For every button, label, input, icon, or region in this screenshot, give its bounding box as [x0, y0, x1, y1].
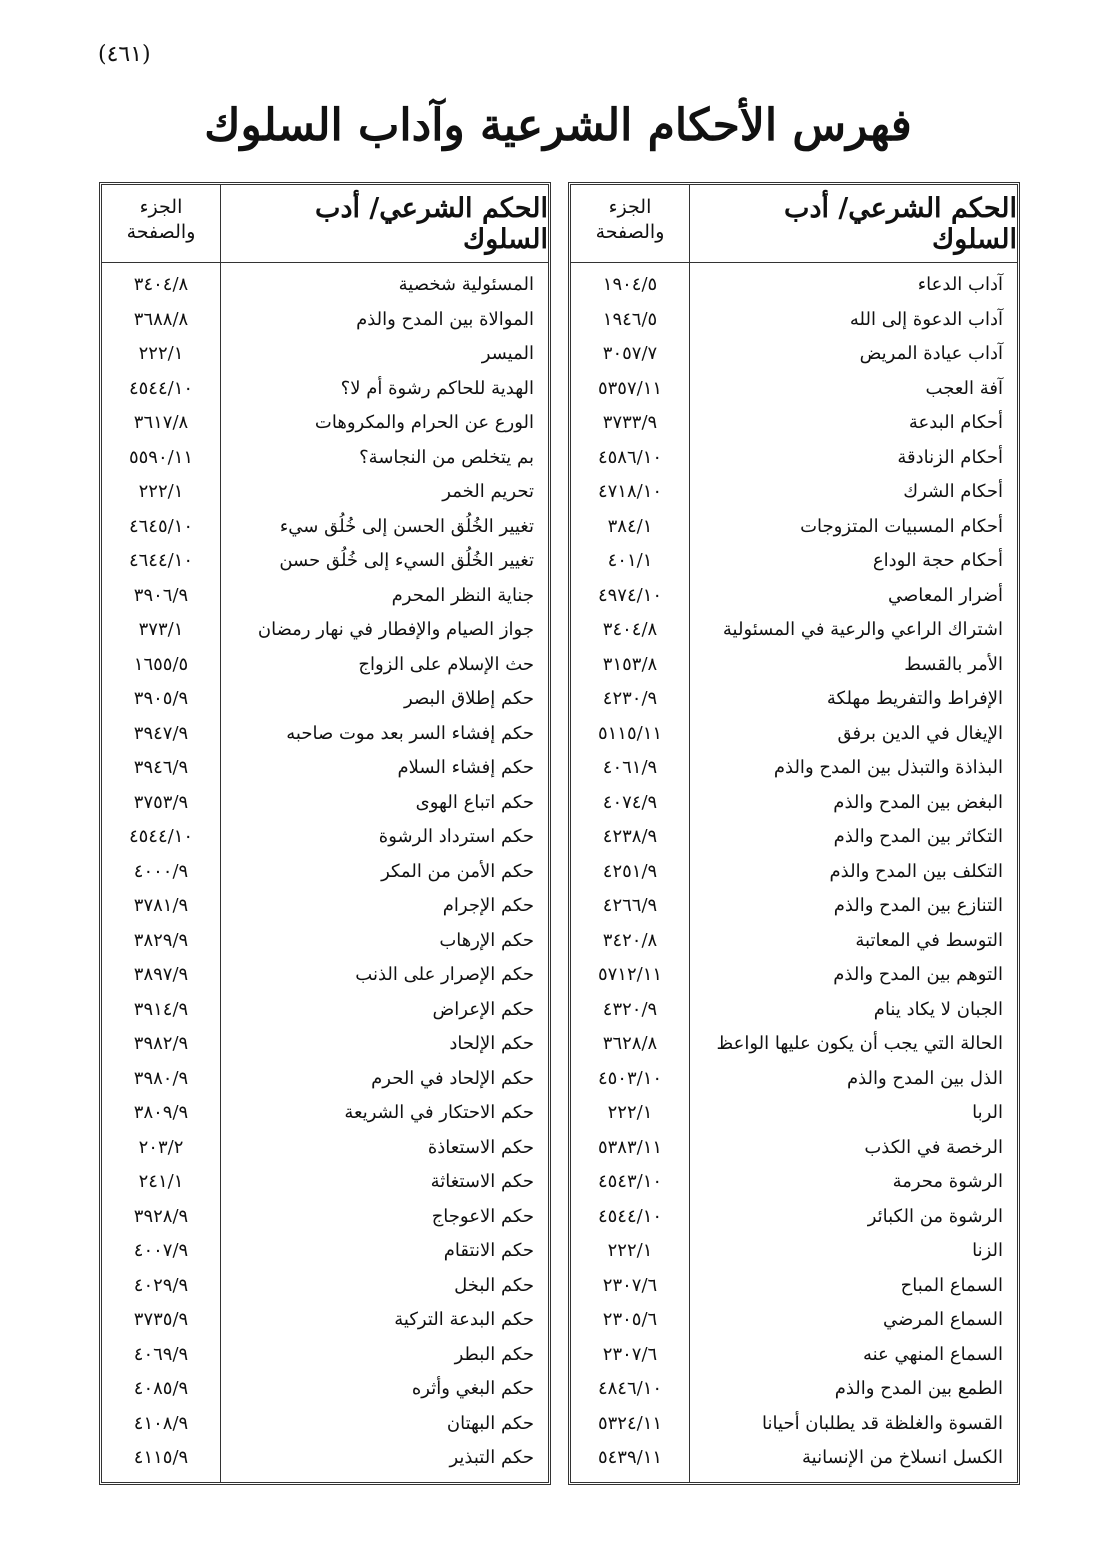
table-row	[571, 1098, 1017, 1133]
entry-volume-page: ٤٦٤٤/١٠	[128, 550, 194, 571]
entry-volume-page: ٣٩٤٦/٩	[133, 757, 189, 778]
entry-topic: اشتراك الراعي والرعية في المسئولية	[722, 619, 1003, 640]
entry-volume-page: ٤٥٨٦/١٠	[597, 446, 663, 468]
entry-volume-page: ٣٧٣٥/٩	[133, 1309, 189, 1330]
table-row	[571, 1167, 1017, 1202]
table-row	[102, 1305, 548, 1340]
table-row	[102, 374, 548, 409]
entry-topic: حث الإسلام على الزواج	[358, 653, 534, 675]
entry-volume-page: ٤٠٠٠/٩	[133, 860, 189, 882]
entry-topic: الإفراط والتفريط مهلكة	[826, 688, 1003, 709]
entry-volume-page: ٢٣٠٧/٦	[602, 1274, 658, 1296]
entry-volume-page: ٤١١٥/٩	[133, 1447, 189, 1468]
table-row	[571, 1202, 1017, 1237]
table-row	[571, 581, 1017, 616]
entry-volume-page: ٢٢٢/١	[138, 481, 184, 502]
entry-volume-page: ٣٧٥٣/٩	[133, 791, 189, 813]
entry-topic: الهدية للحاكم رشوة أم لا؟	[340, 377, 534, 399]
entry-topic: الحالة التي يجب أن يكون عليها الواعظ	[716, 1033, 1003, 1054]
entry-topic: حكم الإجرام	[442, 895, 534, 916]
ref-header-line2: والصفحة	[126, 221, 196, 243]
entry-topic: الذل بين المدح والذم	[846, 1067, 1003, 1089]
entry-topic: الإيغال في الدين برفق	[837, 722, 1003, 744]
table-row	[102, 1340, 548, 1375]
entry-topic: أحكام حجة الوداع	[872, 550, 1003, 571]
entry-topic: البذاذة والتبذل بين المدح والذم	[773, 757, 1003, 778]
table-row	[571, 512, 1017, 547]
entry-topic: جناية النظر المحرم	[391, 584, 534, 606]
entry-topic: الجبان لا يكاد ينام	[873, 998, 1003, 1020]
table-row	[102, 339, 548, 374]
entry-topic: حكم الاعوجاج	[431, 1205, 534, 1227]
entry-topic: حكم الاحتكار في الشريعة	[344, 1102, 534, 1123]
entry-volume-page: ٣٩٠٥/٩	[133, 688, 189, 709]
entry-volume-page: ٤٠٢٩/٩	[133, 1274, 189, 1296]
entry-volume-page: ٤٥٤٣/١٠	[597, 1171, 663, 1192]
table-row	[102, 995, 548, 1030]
table-rows	[102, 270, 548, 1478]
entry-volume-page: ٣٨٤/١	[607, 515, 653, 537]
table-row	[102, 684, 548, 719]
page-title: فهرس الأحكام الشرعية وآداب السلوك	[204, 100, 912, 151]
entry-volume-page: ٣٩٠٦/٩	[133, 584, 189, 606]
entry-volume-page: ٣٤٠٤/٨	[602, 619, 658, 640]
entry-topic: التكاثر بين المدح والذم	[833, 826, 1003, 847]
entry-topic: تغيير الخُلُق الحسن إلى خُلُق سيء	[279, 515, 534, 537]
entry-volume-page: ٣٧٣/١	[138, 619, 184, 640]
entry-volume-page: ٢٣٠٥/٦	[602, 1309, 658, 1330]
table-row	[102, 1374, 548, 1409]
entry-topic: حكم استرداد الرشوة	[378, 826, 534, 847]
table-row	[571, 1305, 1017, 1340]
entry-topic: التكلف بين المدح والذم	[829, 860, 1003, 882]
table-row	[102, 891, 548, 926]
ref-header-line2: والصفحة	[595, 221, 665, 243]
entry-topic: تحريم الخمر	[442, 481, 534, 502]
entry-topic: حكم إطلاق البصر	[404, 688, 534, 709]
entry-volume-page: ٣٩٢٨/٩	[133, 1205, 189, 1227]
entry-topic: الورع عن الحرام والمكروهات	[314, 412, 534, 433]
entry-volume-page: ٣٩١٤/٩	[133, 998, 189, 1020]
entry-topic: حكم الإصرار على الذنب	[355, 964, 534, 985]
entry-volume-page: ١٩٠٤/٥	[602, 274, 658, 295]
entry-topic: القسوة والغلظة قد يطلبان أحيانا	[762, 1412, 1003, 1434]
table-row	[571, 1443, 1017, 1478]
entry-topic: الرخصة في الكذب	[864, 1136, 1003, 1158]
table-row	[102, 615, 548, 650]
entry-volume-page: ٣٩٨٠/٩	[133, 1067, 189, 1089]
table-row	[571, 995, 1017, 1030]
table-row	[102, 1409, 548, 1444]
entry-volume-page: ٢٣٠٧/٦	[602, 1343, 658, 1365]
entry-volume-page: ٣٤٢٠/٨	[602, 929, 658, 951]
ref-column-header	[571, 195, 689, 245]
entry-topic: السماع المباح	[900, 1274, 1003, 1296]
entry-topic: التوسط في المعاتبة	[855, 929, 1003, 951]
entry-topic: أضرار المعاصي	[888, 584, 1003, 606]
entry-topic: الربا	[972, 1102, 1003, 1123]
entry-volume-page: ٣٦٢٨/٨	[602, 1033, 658, 1054]
entry-volume-page: ٤٧١٨/١٠	[597, 481, 663, 502]
table-row	[102, 305, 548, 340]
ref-header-line1: الجزء	[139, 196, 183, 218]
table-row	[102, 960, 548, 995]
entry-volume-page: ٤٠٦٩/٩	[133, 1343, 189, 1365]
table-row	[102, 857, 548, 892]
table-row	[102, 719, 548, 754]
table-row	[102, 546, 548, 581]
entry-topic: حكم الإلحاد	[449, 1033, 534, 1054]
table-row	[102, 581, 548, 616]
entry-volume-page: ٤٣٢٠/٩	[602, 998, 658, 1020]
entry-topic: حكم الأمن من المكر	[381, 860, 534, 882]
entry-volume-page: ٥٣٢٤/١١	[597, 1412, 663, 1434]
table-row	[571, 1236, 1017, 1271]
table-row	[102, 926, 548, 961]
index-table-right	[568, 182, 1020, 1485]
table-row	[571, 788, 1017, 823]
entry-volume-page: ٤٥٤٤/١٠	[128, 826, 194, 847]
entry-volume-page: ٤٠٦١/٩	[602, 757, 658, 778]
entry-volume-page: ١٦٥٥/٥	[133, 653, 189, 675]
entry-topic: آداب عيادة المريض	[859, 343, 1003, 364]
entry-topic: تغيير الخُلُق السيء إلى خُلُق حسن	[279, 550, 534, 571]
table-row	[571, 822, 1017, 857]
entry-topic: أحكام البدعة	[908, 412, 1003, 433]
entry-volume-page: ٢٢٢/١	[138, 343, 184, 364]
entry-topic: حكم اتباع الهوى	[415, 791, 534, 813]
table-row	[571, 443, 1017, 478]
entry-topic: السماع المرضي	[882, 1309, 1003, 1330]
entry-volume-page: ٥٧١٢/١١	[597, 964, 663, 985]
entry-topic: الأمر بالقسط	[904, 653, 1003, 675]
table-row	[102, 270, 548, 305]
entry-volume-page: ٤٩٧٤/١٠	[597, 584, 663, 606]
entry-topic: بم يتخلص من النجاسة؟	[359, 446, 534, 468]
entry-volume-page: ٣٦٨٨/٨	[133, 308, 189, 330]
entry-topic: حكم الانتقام	[443, 1240, 534, 1261]
entry-topic: حكم الإلحاد في الحرم	[371, 1067, 534, 1089]
index-table-left	[99, 182, 551, 1485]
entry-topic: حكم الاستغاثة	[430, 1171, 534, 1192]
table-header	[571, 185, 1017, 263]
entry-topic: الرشوة من الكبائر	[867, 1205, 1003, 1227]
entry-volume-page: ٤٦٤٥/١٠	[128, 515, 194, 537]
entry-volume-page: ٣٧٨١/٩	[133, 895, 189, 916]
entry-volume-page: ٥١١٥/١١	[597, 722, 663, 744]
table-row	[102, 443, 548, 478]
entry-volume-page: ٤٥٤٤/١٠	[128, 377, 194, 399]
entry-topic: آداب الدعوة إلى الله	[849, 308, 1003, 330]
entry-volume-page: ٤٠٧٤/٩	[602, 791, 658, 813]
entry-topic: أحكام الشرك	[903, 481, 1003, 502]
table-row	[571, 960, 1017, 995]
entry-volume-page: ٥٣٨٣/١١	[597, 1136, 663, 1158]
table-row	[102, 1167, 548, 1202]
entry-volume-page: ٣٠٥٧/٧	[602, 343, 658, 364]
entry-volume-page: ٥٣٥٧/١١	[597, 377, 663, 399]
table-row	[571, 408, 1017, 443]
entry-topic: الكسل انسلاخ من الإنسانية	[802, 1447, 1003, 1468]
entry-volume-page: ٤٠١/١	[607, 550, 653, 571]
table-row	[571, 1374, 1017, 1409]
table-row	[571, 1064, 1017, 1099]
entry-volume-page: ٤١٠٨/٩	[133, 1412, 189, 1434]
entry-volume-page: ٥٥٩٠/١١	[128, 446, 194, 468]
entry-volume-page: ٤٢٥١/٩	[602, 860, 658, 882]
entry-topic: حكم البخل	[454, 1274, 534, 1296]
entry-topic: آداب الدعاء	[917, 274, 1003, 295]
table-row	[571, 719, 1017, 754]
table-row	[102, 788, 548, 823]
entry-volume-page: ٢٤١/١	[138, 1171, 184, 1192]
entry-topic: المسئولية شخصية	[398, 274, 534, 295]
entry-volume-page: ٤٥٠٣/١٠	[597, 1067, 663, 1089]
table-row	[571, 374, 1017, 409]
entry-volume-page: ٤٢٣٠/٩	[602, 688, 658, 709]
entry-topic: الموالاة بين المدح والذم	[356, 308, 534, 330]
table-row	[571, 891, 1017, 926]
table-row	[571, 477, 1017, 512]
table-row	[571, 1029, 1017, 1064]
entry-volume-page: ٢٢٢/١	[607, 1240, 653, 1261]
entry-topic: حكم إفشاء السلام	[397, 757, 534, 778]
table-row	[571, 1340, 1017, 1375]
entry-topic: الميسر	[481, 343, 534, 364]
entry-volume-page: ٣٤٠٤/٨	[133, 274, 189, 295]
entry-volume-page: ٣٨٩٧/٩	[133, 964, 189, 985]
entry-topic: أحكام المسبيات المتزوجات	[800, 515, 1003, 537]
entry-volume-page: ٣٦١٧/٨	[133, 412, 189, 433]
table-row	[571, 615, 1017, 650]
table-row	[571, 1271, 1017, 1306]
entry-volume-page: ٤٢٦٦/٩	[602, 895, 658, 916]
entry-topic: حكم التبذير	[449, 1447, 534, 1468]
table-row	[571, 753, 1017, 788]
entry-topic: الطمع بين المدح والذم	[834, 1378, 1003, 1399]
table-row	[571, 546, 1017, 581]
entry-volume-page: ١٩٤٦/٥	[602, 308, 658, 330]
entry-topic: التوهم بين المدح والذم	[833, 964, 1003, 985]
entry-volume-page: ٤٢٣٨/٩	[602, 826, 658, 847]
ref-header-line1: الجزء	[608, 196, 652, 218]
entry-volume-page: ٢٢٢/١	[607, 1102, 653, 1123]
entry-volume-page: ٣٩٤٧/٩	[133, 722, 189, 744]
table-row	[102, 408, 548, 443]
table-row	[571, 1409, 1017, 1444]
topic-column-header: الحكم الشرعي/ أدب السلوك	[315, 192, 548, 255]
entry-topic: حكم البغي وأثره	[411, 1378, 534, 1399]
table-row	[102, 822, 548, 857]
entry-volume-page: ٤٥٤٤/١٠	[597, 1205, 663, 1227]
entry-volume-page: ٥٤٣٩/١١	[597, 1447, 663, 1468]
entry-topic: حكم الإعراض	[432, 998, 534, 1020]
entry-topic: حكم إفشاء السر بعد موت صاحبه	[286, 722, 534, 744]
table-row	[571, 305, 1017, 340]
entry-volume-page: ٢٠٣/٢	[138, 1136, 184, 1158]
entry-topic: حكم البدعة التركية	[394, 1309, 534, 1330]
topic-column-header: الحكم الشرعي/ أدب السلوك	[784, 192, 1017, 255]
table-row	[571, 926, 1017, 961]
table-row	[102, 477, 548, 512]
entry-topic: الزنا	[972, 1240, 1003, 1261]
table-row	[571, 1133, 1017, 1168]
entry-topic: حكم البهتان	[446, 1412, 534, 1434]
entry-volume-page: ٣٧٣٣/٩	[602, 412, 658, 433]
table-row	[102, 1271, 548, 1306]
entry-volume-page: ٣٨٢٩/٩	[133, 929, 189, 951]
table-row	[102, 1202, 548, 1237]
table-row	[102, 650, 548, 685]
ref-column-header	[102, 195, 220, 245]
table-row	[102, 1064, 548, 1099]
entry-volume-page: ٣١٥٣/٨	[602, 653, 658, 675]
table-row	[102, 1443, 548, 1478]
entry-volume-page: ٤٨٤٦/١٠	[597, 1378, 663, 1399]
entry-topic: حكم الاستعاذة	[427, 1136, 534, 1158]
entry-topic: التنازع بين المدح والذم	[833, 895, 1003, 916]
entry-topic: الرشوة محرمة	[892, 1171, 1003, 1192]
entry-topic: آفة العجب	[925, 377, 1003, 399]
entry-volume-page: ٣٩٨٢/٩	[133, 1033, 189, 1054]
table-row	[102, 512, 548, 547]
table-row	[571, 857, 1017, 892]
table-row	[571, 684, 1017, 719]
table-header	[102, 185, 548, 263]
table-row	[571, 270, 1017, 305]
entry-topic: السماع المنهي عنه	[862, 1343, 1003, 1365]
entry-topic: جواز الصيام والإفطار في نهار رمضان	[257, 619, 534, 640]
entry-volume-page: ٣٨٠٩/٩	[133, 1102, 189, 1123]
table-row	[571, 650, 1017, 685]
table-row	[571, 339, 1017, 374]
table-row	[102, 1098, 548, 1133]
table-row	[102, 1029, 548, 1064]
entry-volume-page: ٤٠٠٧/٩	[133, 1240, 189, 1261]
entry-topic: البغض بين المدح والذم	[833, 791, 1003, 813]
entry-volume-page: ٤٠٨٥/٩	[133, 1378, 189, 1399]
page-number: (٤٦١)	[98, 42, 151, 67]
table-row	[102, 1236, 548, 1271]
entry-topic: أحكام الزنادقة	[897, 446, 1003, 468]
entry-topic: حكم الإرهاب	[439, 929, 534, 951]
table-rows	[571, 270, 1017, 1478]
table-row	[102, 753, 548, 788]
entry-topic: حكم البطر	[454, 1343, 534, 1365]
table-row	[102, 1133, 548, 1168]
